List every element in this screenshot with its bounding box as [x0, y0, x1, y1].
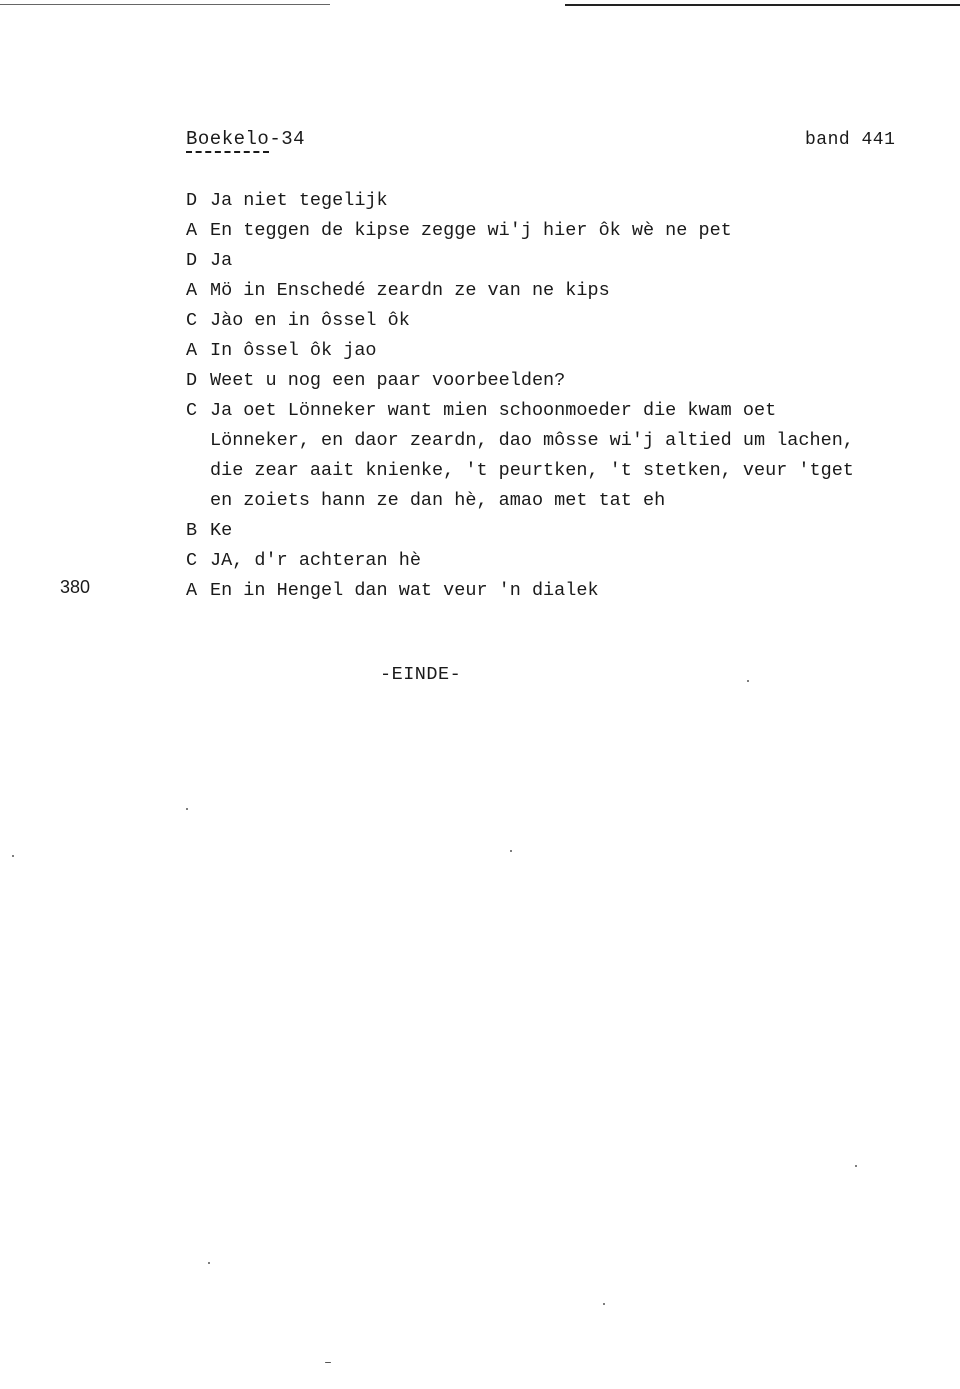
utterance-text: JA, d'r achteran hè	[210, 550, 421, 571]
utterance-text: Ja	[210, 250, 233, 271]
transcript-line	[186, 186, 946, 216]
utterance-text: Mö in Enschedé zeardn ze van ne kips	[210, 280, 610, 301]
transcript-line	[186, 516, 946, 546]
transcript-continuation-line	[186, 456, 946, 486]
utterance-text: En in Hengel dan wat veur 'n dialek	[210, 580, 599, 601]
transcript-line	[186, 396, 946, 426]
scan-speck	[12, 855, 14, 857]
speaker-label: A	[186, 220, 198, 241]
speaker-label: C	[186, 400, 198, 421]
utterance-text: En teggen de kipse zegge wi'j hier ôk wè ne pet	[210, 220, 732, 241]
transcript-line	[186, 216, 946, 246]
transcript-line	[186, 246, 946, 276]
utterance-text: Ke	[210, 520, 233, 541]
transcript-continuation-line	[186, 486, 946, 516]
utterance-text: Lönneker, en daor zeardn, dao môsse wi'j altied um lachen,	[210, 430, 854, 451]
speaker-label: C	[186, 550, 198, 571]
utterance-text: die zear aait knienke, 't peurtken, 't stetken, veur 'tget	[210, 460, 854, 481]
scan-speck	[325, 1362, 331, 1363]
margin-line-number: 380	[60, 577, 91, 597]
scan-edge-rule-right	[565, 4, 960, 6]
transcript-line	[186, 336, 946, 366]
scan-speck	[603, 1303, 605, 1305]
transcript-line	[186, 276, 946, 306]
speaker-label: C	[186, 310, 198, 331]
scan-speck	[855, 1165, 857, 1167]
speaker-label: A	[186, 580, 198, 601]
speaker-label: B	[186, 520, 198, 541]
scan-speck	[747, 680, 749, 682]
transcript-line	[186, 546, 946, 576]
utterance-text: Ja niet tegelijk	[210, 190, 388, 211]
transcript	[186, 186, 946, 606]
transcript-continuation-line	[186, 426, 946, 456]
header-number: 34	[281, 128, 306, 150]
utterance-text: Weet u nog een paar voorbeelden?	[210, 370, 566, 391]
transcript-line	[186, 306, 946, 336]
utterance-text: Ja oet Lönneker want mien schoonmoeder die kwam oet	[210, 400, 777, 421]
speaker-label: D	[186, 190, 198, 211]
header-place: Boekelo	[186, 128, 269, 153]
speaker-label: A	[186, 340, 198, 361]
header-separator: -	[269, 128, 282, 150]
header-band: band 441	[805, 130, 896, 150]
end-mark: -EINDE-	[380, 664, 462, 685]
transcript-line	[186, 576, 946, 606]
transcript-line	[186, 366, 946, 396]
speaker-label: A	[186, 280, 198, 301]
scan-speck	[208, 1262, 210, 1264]
speaker-label: D	[186, 370, 198, 391]
utterance-text: en zoiets hann ze dan hè, amao met tat eh	[210, 490, 666, 511]
scan-edge-rule-left	[0, 4, 330, 5]
scan-speck	[510, 850, 512, 852]
scan-speck	[186, 808, 188, 810]
document-header-id	[186, 128, 305, 150]
utterance-text: Jào en in ôssel ôk	[210, 310, 410, 331]
speaker-label: D	[186, 250, 198, 271]
utterance-text: In ôssel ôk jao	[210, 340, 377, 361]
